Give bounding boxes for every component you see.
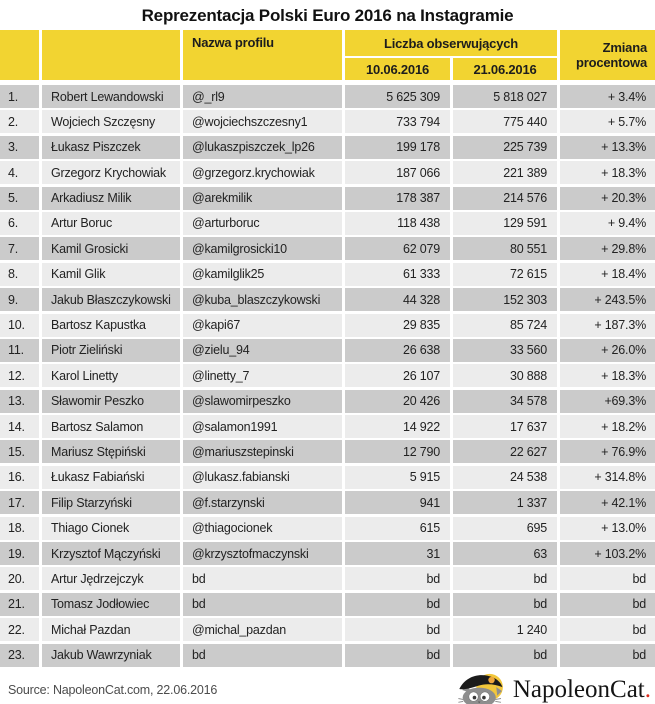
percent-change-cell: + 42.1% [560, 491, 655, 514]
followers-1006-cell: 941 [345, 491, 450, 514]
rank-cell: 7. [0, 237, 39, 260]
player-name-cell: Grzegorz Krychowiak [42, 161, 180, 184]
followers-2106-cell: 775 440 [453, 110, 557, 133]
rank-cell: 20. [0, 567, 39, 590]
followers-1006-cell: 20 426 [345, 390, 450, 413]
rank-cell: 10. [0, 314, 39, 337]
profile-handle-cell: bd [183, 644, 342, 667]
percent-change-cell: bd [560, 593, 655, 616]
table-row [0, 187, 655, 210]
percent-change-cell: bd [560, 618, 655, 641]
profile-handle-cell: @kapi67 [183, 314, 342, 337]
player-name-cell: Bartosz Kapustka [42, 314, 180, 337]
profile-handle-cell: @kamilglik25 [183, 263, 342, 286]
profile-handle-cell: @thiagocionek [183, 517, 342, 540]
header-player-cell [42, 30, 180, 80]
table-row [0, 415, 655, 438]
footer [0, 671, 655, 704]
profile-handle-cell: @arekmilik [183, 187, 342, 210]
player-name-cell: Sławomir Peszko [42, 390, 180, 413]
table-row [0, 136, 655, 159]
header-rank-cell [0, 30, 39, 80]
table-row [0, 288, 655, 311]
player-name-cell: Krzysztof Mączyński [42, 542, 180, 565]
followers-2106-cell: 22 627 [453, 440, 557, 463]
rank-cell: 1. [0, 85, 39, 108]
percent-change-cell: + 103.2% [560, 542, 655, 565]
table-row [0, 212, 655, 235]
followers-2106-cell: 80 551 [453, 237, 557, 260]
table-row [0, 390, 655, 413]
followers-1006-cell: 187 066 [345, 161, 450, 184]
rank-cell: 12. [0, 364, 39, 387]
followers-1006-cell: 44 328 [345, 288, 450, 311]
percent-change-cell: + 9.4% [560, 212, 655, 235]
profile-handle-cell: @lukaszpiszczek_lp26 [183, 136, 342, 159]
followers-1006-cell: 199 178 [345, 136, 450, 159]
percent-change-cell: + 5.7% [560, 110, 655, 133]
rank-cell: 2. [0, 110, 39, 133]
table-row [0, 314, 655, 337]
followers-1006-cell: 733 794 [345, 110, 450, 133]
header-date-2: 21.06.2016 [453, 58, 557, 80]
table-row [0, 161, 655, 184]
player-name-cell: Bartosz Salamon [42, 415, 180, 438]
table-row [0, 237, 655, 260]
rank-cell: 6. [0, 212, 39, 235]
profile-handle-cell: @krzysztofmaczynski [183, 542, 342, 565]
followers-1006-cell: bd [345, 567, 450, 590]
table-row [0, 110, 655, 133]
table-row [0, 542, 655, 565]
table-row [0, 517, 655, 540]
followers-1006-cell: 61 333 [345, 263, 450, 286]
followers-2106-cell: bd [453, 644, 557, 667]
header-followers-group: Liczba obserwujących [345, 30, 557, 56]
table-row [0, 440, 655, 463]
player-name-cell: Thiago Cionek [42, 517, 180, 540]
followers-2106-cell: 17 637 [453, 415, 557, 438]
profile-handle-cell: @michal_pazdan [183, 618, 342, 641]
table-row [0, 466, 655, 489]
percent-change-cell: + 187.3% [560, 314, 655, 337]
percent-change-cell: + 13.3% [560, 136, 655, 159]
followers-1006-cell: bd [345, 644, 450, 667]
player-name-cell: Jakub Błaszczykowski [42, 288, 180, 311]
header-date-1: 10.06.2016 [345, 58, 450, 80]
followers-2106-cell: 225 739 [453, 136, 557, 159]
header-percent-change [560, 30, 655, 80]
profile-handle-cell: @grzegorz.krychowiak [183, 161, 342, 184]
followers-1006-cell: 178 387 [345, 187, 450, 210]
player-name-cell: Kamil Grosicki [42, 237, 180, 260]
followers-2106-cell: 24 538 [453, 466, 557, 489]
followers-1006-cell: 12 790 [345, 440, 450, 463]
table-row [0, 85, 655, 108]
brand-red-dot: . [644, 676, 651, 704]
profile-handle-cell: @linetty_7 [183, 364, 342, 387]
napoleoncat-wordmark: NapoleonCat. [512, 676, 651, 704]
followers-2106-cell: 1 337 [453, 491, 557, 514]
napoleoncat-logo [458, 672, 651, 704]
percent-change-cell: +69.3% [560, 390, 655, 413]
profile-handle-cell: @mariuszstepinski [183, 440, 342, 463]
profile-handle-cell: @zielu_94 [183, 339, 342, 362]
rank-cell: 3. [0, 136, 39, 159]
percent-change-cell: bd [560, 567, 655, 590]
rank-cell: 17. [0, 491, 39, 514]
profile-handle-cell: bd [183, 567, 342, 590]
profile-handle-cell: @arturboruc [183, 212, 342, 235]
player-name-cell: Wojciech Szczęsny [42, 110, 180, 133]
profile-handle-cell: @wojciechszczesny1 [183, 110, 342, 133]
percent-change-cell: + 13.0% [560, 517, 655, 540]
profile-handle-cell: @_rl9 [183, 85, 342, 108]
percent-change-cell: + 3.4% [560, 85, 655, 108]
profile-handle-cell: bd [183, 593, 342, 616]
followers-1006-cell: bd [345, 618, 450, 641]
table-row [0, 364, 655, 387]
table-row [0, 339, 655, 362]
followers-2106-cell: 72 615 [453, 263, 557, 286]
rank-cell: 11. [0, 339, 39, 362]
profile-handle-cell: @f.starzynski [183, 491, 342, 514]
profile-handle-cell: @kuba_blaszczykowski [183, 288, 342, 311]
rank-cell: 15. [0, 440, 39, 463]
player-name-cell: Artur Jędrzejczyk [42, 567, 180, 590]
percent-change-cell: + 314.8% [560, 466, 655, 489]
player-name-cell: Tomasz Jodłowiec [42, 593, 180, 616]
profile-handle-cell: @kamilgrosicki10 [183, 237, 342, 260]
followers-2106-cell: bd [453, 593, 557, 616]
followers-1006-cell: 14 922 [345, 415, 450, 438]
rank-cell: 19. [0, 542, 39, 565]
followers-1006-cell: 615 [345, 517, 450, 540]
profile-handle-cell: @salamon1991 [183, 415, 342, 438]
player-name-cell: Michał Pazdan [42, 618, 180, 641]
rank-cell: 14. [0, 415, 39, 438]
rank-cell: 5. [0, 187, 39, 210]
player-name-cell: Jakub Wawrzyniak [42, 644, 180, 667]
followers-2106-cell: 1 240 [453, 618, 557, 641]
source-text: Source: NapoleonCat.com, 22.06.2016 [8, 682, 218, 697]
percent-change-cell: + 18.4% [560, 263, 655, 286]
percent-change-cell: + 18.3% [560, 161, 655, 184]
followers-2106-cell: 129 591 [453, 212, 557, 235]
rank-cell: 16. [0, 466, 39, 489]
table-header [0, 30, 655, 80]
player-name-cell: Filip Starzyński [42, 491, 180, 514]
player-name-cell: Łukasz Piszczek [42, 136, 180, 159]
player-name-cell: Kamil Glik [42, 263, 180, 286]
followers-2106-cell: 5 818 027 [453, 85, 557, 108]
percent-change-cell: + 20.3% [560, 187, 655, 210]
player-name-cell: Łukasz Fabiański [42, 466, 180, 489]
player-name-cell: Mariusz Stępiński [42, 440, 180, 463]
followers-1006-cell: 5 625 309 [345, 85, 450, 108]
rank-cell: 4. [0, 161, 39, 184]
followers-2106-cell: 34 578 [453, 390, 557, 413]
player-name-cell: Robert Lewandowski [42, 85, 180, 108]
followers-1006-cell: 29 835 [345, 314, 450, 337]
rank-cell: 13. [0, 390, 39, 413]
followers-2106-cell: 152 303 [453, 288, 557, 311]
percent-change-cell: + 76.9% [560, 440, 655, 463]
table-row [0, 618, 655, 641]
rank-cell: 9. [0, 288, 39, 311]
followers-2106-cell: 30 888 [453, 364, 557, 387]
followers-2106-cell: bd [453, 567, 557, 590]
header-percent-change-label: Zmiana procentowa [576, 40, 647, 70]
percent-change-cell: + 243.5% [560, 288, 655, 311]
player-name-cell: Karol Linetty [42, 364, 180, 387]
percent-change-cell: bd [560, 644, 655, 667]
player-name-cell: Arkadiusz Milik [42, 187, 180, 210]
percent-change-cell: + 18.2% [560, 415, 655, 438]
followers-1006-cell: 118 438 [345, 212, 450, 235]
profile-handle-cell: @slawomirpeszko [183, 390, 342, 413]
percent-change-cell: + 26.0% [560, 339, 655, 362]
followers-1006-cell: 26 638 [345, 339, 450, 362]
followers-2106-cell: 85 724 [453, 314, 557, 337]
page-title: Reprezentacja Polski Euro 2016 na Instagramie [141, 6, 514, 25]
rank-cell: 23. [0, 644, 39, 667]
table-row [0, 644, 655, 667]
rank-cell: 18. [0, 517, 39, 540]
player-name-cell: Piotr Zieliński [42, 339, 180, 362]
header-profile-name: Nazwa profilu [183, 30, 342, 80]
rank-cell: 22. [0, 618, 39, 641]
followers-2106-cell: 214 576 [453, 187, 557, 210]
table-row [0, 263, 655, 286]
percent-change-cell: + 29.8% [560, 237, 655, 260]
followers-2106-cell: 33 560 [453, 339, 557, 362]
table-body [0, 85, 655, 667]
followers-2106-cell: 221 389 [453, 161, 557, 184]
rank-cell: 21. [0, 593, 39, 616]
rank-cell: 8. [0, 263, 39, 286]
napoleoncat-cat-icon [458, 672, 508, 704]
followers-2106-cell: 63 [453, 542, 557, 565]
player-name-cell: Artur Boruc [42, 212, 180, 235]
followers-1006-cell: 31 [345, 542, 450, 565]
table-row [0, 491, 655, 514]
followers-2106-cell: 695 [453, 517, 557, 540]
table-row [0, 593, 655, 616]
followers-1006-cell: 5 915 [345, 466, 450, 489]
profile-handle-cell: @lukasz.fabianski [183, 466, 342, 489]
followers-1006-cell: 62 079 [345, 237, 450, 260]
table-row [0, 567, 655, 590]
followers-1006-cell: bd [345, 593, 450, 616]
percent-change-cell: + 18.3% [560, 364, 655, 387]
followers-1006-cell: 26 107 [345, 364, 450, 387]
